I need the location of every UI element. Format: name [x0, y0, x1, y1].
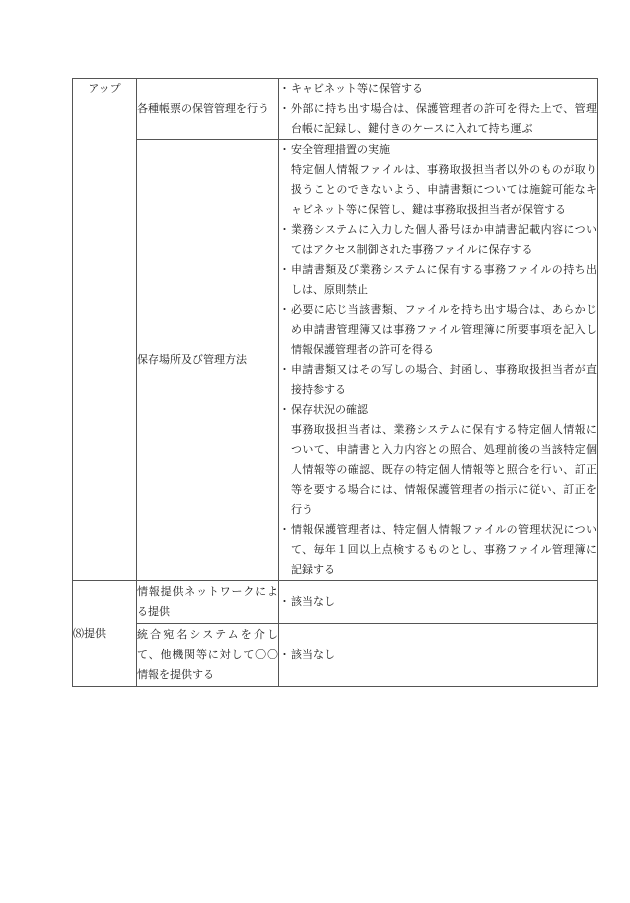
- bullet-item: ・ 業務システムに入力した個人番号ほか申請書記載内容についてはアクセス制御された事務ファイルに保存する: [279, 220, 597, 260]
- item-label-integrated: 統合宛名システムを介して、他機関等に対して〇〇情報を提供する: [137, 628, 278, 681]
- item-content-cell: [279, 624, 598, 687]
- item-content-cell: [279, 140, 598, 581]
- bullet-item: ・ キャビネット等に保管する: [279, 79, 597, 99]
- table-row: [73, 140, 598, 581]
- section-label: ⑻提供: [73, 626, 106, 640]
- bullet-item: ・ 申請書類又はその写しの場合、封函し、事務取扱担当者が直接持参する: [279, 360, 597, 400]
- section-label: アップ: [88, 82, 121, 95]
- bullet-item: ・ 必要に応じ当該書類、ファイルを持ち出す場合は、あらかじめ申請書管理簿又は事務ファイル管理簿に所要事項を記入し情報保護管理者の許可を得る: [279, 300, 597, 360]
- item-content-cell: [279, 79, 598, 140]
- bullet-item: ・ 該当なし: [279, 645, 597, 665]
- bullet-item: ・ 申請書類及び業務システムに保有する事務ファイルの持ち出しは、原則禁止: [279, 260, 597, 300]
- bullet-body: 特定個人情報ファイルは、事務取扱担当者以外のものが取り扱うことのできないよう、申請書類については施錠可能なキャビネット等に保管し、鍵は事務取扱担当者が保管する: [291, 163, 597, 216]
- item-label-cell: [137, 581, 279, 624]
- bullet-item: ・ 情報保護管理者は、特定個人情報ファイルの管理状況について、毎年１回以上点検するものとし、事務ファイル管理簿に記録する: [279, 520, 597, 580]
- item-label-location: 保存場所及び管理方法: [137, 353, 247, 366]
- bullet-item: ・ 外部に持ち出す場合は、保護管理者の許可を得た上で、管理台帳に記録し、鍵付きのケースに入れて持ち運ぶ: [279, 99, 597, 139]
- section-label-cell: [73, 581, 137, 687]
- item-content-cell: [279, 581, 598, 624]
- table-row: [73, 624, 598, 687]
- bullet-item: ・ 安全管理措置の実施: [279, 140, 597, 160]
- table-row: [73, 581, 598, 624]
- document-table: [72, 78, 598, 687]
- item-label-cell: [137, 79, 279, 140]
- item-label-cell: [137, 624, 279, 687]
- bullet-item: ・ 保存状況の確認: [279, 400, 597, 420]
- bullet-item: ・ 該当なし: [279, 592, 597, 612]
- table-row: [73, 79, 598, 140]
- bullet-body: 事務取扱担当者は、業務システムに保有する特定個人情報について、申請書と入力内容との照合、処理前後の当該特定個人情報等の確認、既存の特定個人情報等と照合を行い、訂正等を要する場合には、情報保護管理者の指示に従い、訂正を行う: [291, 423, 597, 516]
- item-label-network: 情報提供ネットワークによる提供: [137, 585, 278, 618]
- item-label-cell: [137, 140, 279, 581]
- section-label-cell: [73, 79, 137, 581]
- item-label-handling: 各種帳票の保管管理を行う: [137, 102, 269, 115]
